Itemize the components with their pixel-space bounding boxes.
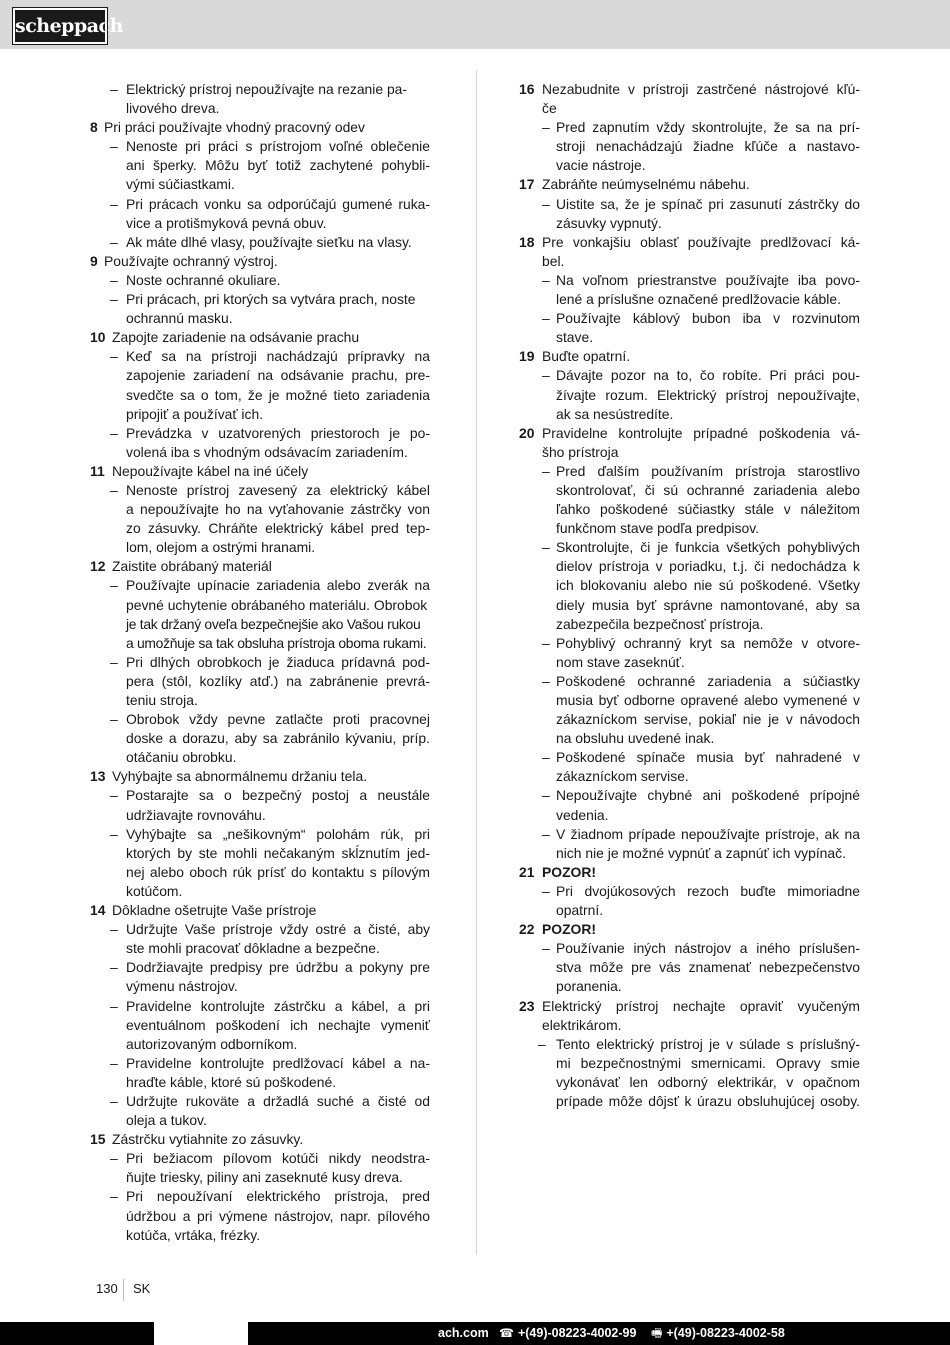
list-item-continuation: [519, 977, 860, 996]
dash-bullet: –: [110, 959, 118, 976]
dash-bullet: –: [542, 787, 550, 804]
section-number: 21: [519, 863, 535, 880]
line-text: Dodržiavajte predpisy pre údržbu a pokyny pre: [126, 959, 430, 976]
section-heading: [519, 80, 860, 99]
dash-bullet: –: [110, 1150, 118, 1167]
dash-bullet: –: [110, 1054, 118, 1071]
dash-bullet: –: [110, 577, 118, 594]
list-item-continuation: [519, 901, 860, 920]
line-text: lené a príslušne označené predlžovacie káble.: [556, 291, 841, 308]
line-text: poranenia.: [556, 978, 622, 995]
footer-separator: [123, 1279, 124, 1301]
list-item: [519, 748, 860, 767]
website-text: ach.com: [438, 1326, 489, 1340]
section-number: 9: [90, 252, 98, 269]
list-item-continuation: [90, 405, 430, 424]
list-item-continuation: [519, 844, 860, 863]
list-item: [90, 137, 430, 156]
list-item: [519, 672, 860, 691]
line-text: ochrannú masku.: [126, 310, 233, 327]
phone-contact: [499, 1322, 636, 1345]
line-text: volená iba s vhodným odsávacím zariadením.: [126, 443, 408, 460]
line-text: musia byť odborne opravené alebo vymenené v: [556, 692, 860, 708]
line-text: Pohyblivý ochranný kryt sa nemôže v otvore-: [556, 634, 860, 651]
line-text: Používajte káblový bubon iba v rozvinutom: [556, 310, 860, 327]
line-text: zabezpečila bezpečnosť prístroja.: [556, 615, 764, 632]
section-heading: [90, 1130, 430, 1149]
list-item-continuation: [90, 863, 430, 882]
fax-number: +(49)-08223-4002-58: [666, 1326, 785, 1340]
line-text: Vyhýbajte sa abnormálnemu držaniu tela.: [112, 768, 368, 785]
line-text: zo zásuvky. Chráňte elektrický kábel pred tep-: [126, 520, 430, 537]
left-column: [90, 80, 430, 1245]
section-number: 13: [90, 768, 106, 785]
list-item-continuation: [90, 596, 430, 615]
heading-continuation: [519, 443, 860, 462]
section-number: 18: [519, 233, 535, 250]
line-text: Pri nepoužívaní elektrického prístroja, pred: [126, 1188, 430, 1205]
dash-bullet: –: [542, 367, 550, 384]
list-item: [90, 347, 430, 366]
dash-bullet: –: [110, 787, 118, 804]
section-heading: [519, 233, 860, 252]
footer-bar-contact: [248, 1322, 950, 1345]
line-text: Nepoužívajte chybné ani poškodené prípojné: [556, 787, 860, 804]
page-number: 130: [96, 1281, 118, 1296]
line-text: ste mohli pracovať dôkladne a bezpečne.: [126, 940, 380, 957]
dash-bullet: –: [542, 462, 550, 479]
list-item: [519, 939, 860, 958]
section-number: 10: [90, 329, 106, 346]
list-item-continuation: [519, 1054, 860, 1073]
list-item-continuation: [519, 214, 860, 233]
list-item-continuation: [519, 557, 860, 576]
list-item-continuation: [519, 615, 860, 634]
list-item: [90, 1187, 430, 1206]
list-item-continuation: [90, 844, 430, 863]
section-number: 12: [90, 558, 106, 575]
list-item-continuation: [519, 767, 860, 786]
line-text: Udržujte Vaše prístroje vždy ostré a čisté, aby: [126, 921, 430, 938]
line-text: Pri bežiacom pílovom kotúči nikdy neodstra-: [126, 1150, 430, 1167]
line-text: nom stave zaseknúť.: [556, 653, 685, 670]
line-text: Zabráňte neúmyselnému nábehu.: [542, 176, 750, 193]
line-text: Zástrčku vytiahnite zo zásuvky.: [112, 1131, 304, 1148]
list-item: [90, 997, 430, 1016]
list-item: [90, 271, 430, 290]
line-text: Pri prácach, pri ktorých sa vytvára prach, noste: [126, 291, 416, 308]
line-text: kotúčom.: [126, 882, 183, 899]
line-text: Používajte ochranný výstroj.: [104, 252, 278, 269]
list-item: [519, 271, 860, 290]
list-item-continuation: [90, 519, 430, 538]
list-item: [519, 195, 860, 214]
section-number: 11: [90, 462, 105, 479]
line-text: eventuálnom poškodení ich nechajte vymeniť: [126, 1016, 430, 1033]
list-item-continuation: [519, 481, 860, 500]
phone-number: +(49)-08223-4002-99: [517, 1326, 637, 1340]
dash-bullet: –: [542, 882, 550, 899]
fax-contact: [651, 1322, 785, 1345]
list-item-continuation: [519, 653, 860, 672]
list-item: [90, 710, 430, 729]
section-heading: [519, 347, 860, 366]
line-text: Uistite sa, že je spínač pri zasunutí zástrčky do: [556, 195, 860, 212]
line-text: svedčte sa o tom, že je možné tieto zariadenia: [126, 386, 430, 403]
list-item: [90, 1054, 430, 1073]
dash-bullet: –: [110, 825, 118, 842]
section-number: 16: [519, 81, 535, 97]
dash-bullet: –: [542, 271, 550, 288]
line-text: vedenia.: [556, 806, 609, 823]
line-text: funkčnom stave podľa predpisov.: [556, 520, 760, 537]
line-text: autorizovaným odborníkom.: [126, 1035, 298, 1052]
line-text: mi bezpečnostnými smernicami. Opravy smie: [556, 1054, 860, 1071]
line-text: je tak držaný oveľa bezpečnejšie ako Vašou rukou: [126, 615, 421, 632]
section-heading: [519, 424, 860, 443]
list-item-continuation: [519, 405, 860, 424]
dash-bullet: –: [110, 195, 118, 212]
line-text: dielov prístroja v poriadku, t.j. či nedochádza k: [556, 558, 860, 575]
dash-bullet: –: [110, 711, 118, 728]
dash-bullet: –: [542, 310, 550, 327]
fax-icon: 🖷: [651, 1326, 663, 1340]
section-number: 17: [519, 176, 535, 193]
line-text: stroji nenachádzajú žiadne kľúče a nastavo-: [556, 138, 860, 155]
phone-icon: ☎: [499, 1326, 514, 1340]
line-text: ňujte triesky, piliny ani zaseknuté kusy dreva.: [126, 1169, 403, 1186]
list-item: [519, 882, 860, 901]
list-item-continuation: [519, 958, 860, 977]
line-text: elektrikárom.: [542, 1016, 622, 1033]
list-item-continuation: [519, 710, 860, 729]
line-text: livového dreva.: [126, 100, 220, 117]
list-item-continuation: [519, 500, 860, 519]
line-text: skontrolovať, či sú ochranné zariadenia alebo: [556, 481, 860, 498]
list-item: [90, 1092, 430, 1111]
line-text: Prevádzka v uzatvorených priestoroch je po-: [126, 424, 430, 441]
list-item-continuation: [90, 386, 430, 405]
line-text: stva môže pre vás znamenať nebezpečenstvo: [556, 959, 860, 976]
list-item-continuation: [90, 156, 430, 175]
list-item-continuation: [90, 672, 430, 691]
list-item: [90, 920, 430, 939]
line-text: Zaistite obrábaný materiál: [112, 558, 272, 575]
list-item-continuation: [90, 729, 430, 748]
list-item-continuation: [90, 1226, 430, 1245]
line-text: zákazníckom servise.: [556, 768, 689, 785]
dash-bullet: –: [542, 940, 550, 957]
line-text: POZOR!: [542, 921, 597, 938]
list-item-continuation: [90, 977, 430, 996]
line-text: šho prístroja: [542, 443, 619, 460]
dash-bullet: –: [110, 1092, 118, 1109]
list-item-continuation: [90, 939, 430, 958]
list-item: [90, 195, 430, 214]
list-item: [519, 786, 860, 805]
dash-bullet: –: [110, 271, 118, 288]
list-item: [90, 653, 430, 672]
line-text: ich blokovaniu alebo nie sú poškodené. Všetky: [556, 577, 860, 594]
scheppach-logo: scheppach: [13, 8, 107, 44]
line-text: Dávajte pozor na to, čo robíte. Pri práci pou-: [556, 367, 860, 384]
language-code: SK: [133, 1281, 151, 1296]
list-item-continuation: [90, 443, 430, 462]
line-text: Pravidelne kontrolujte prípadné poškodenia vá-: [542, 424, 860, 441]
line-text: Keď sa na prístroji nachádzajú prípravky na: [126, 348, 430, 365]
list-item-continuation: [90, 500, 430, 519]
line-text: Elektrický prístroj nechajte opraviť vyučeným: [542, 997, 860, 1014]
list-item-continuation: [90, 1016, 430, 1035]
line-text: vými súčiastkami.: [126, 176, 235, 193]
section-heading: [90, 767, 430, 786]
section-number: 19: [519, 348, 535, 365]
list-item: [519, 118, 860, 137]
dash-bullet: –: [110, 653, 118, 670]
line-text: teniu stroja.: [126, 692, 198, 708]
line-text: otáčaniu obrobku.: [126, 749, 237, 766]
list-item: [90, 481, 430, 500]
line-text: opatrní.: [556, 902, 604, 919]
line-text: Ak máte dlhé vlasy, používajte sieťku na vlasy.: [126, 233, 412, 250]
footer-bar-left: [0, 1322, 154, 1345]
line-text: výmenu nástrojov.: [126, 978, 238, 995]
dash-bullet: –: [110, 424, 118, 441]
list-item: [519, 462, 860, 481]
line-text: žívajte rozum. Elektrický prístroj nepoužívajte,: [556, 386, 860, 403]
heading-continuation: [519, 1016, 860, 1035]
line-text: Nenoste pri práci s prístrojom voľné oblečenie: [126, 138, 430, 155]
line-text: Skontrolujte, či je funkcia všetkých pohyblivých: [556, 539, 860, 556]
line-text: zásuvky vypnutý.: [556, 214, 662, 231]
list-item-continuation: [90, 806, 430, 825]
list-item-continuation: [519, 806, 860, 825]
dash-bullet: –: [542, 119, 550, 136]
dash-bullet: –: [110, 291, 118, 308]
dash-bullet: –: [110, 997, 118, 1014]
list-item: [519, 825, 860, 844]
line-text: Poškodené spínače musia byť nahradené v: [556, 749, 860, 766]
list-item: [90, 233, 430, 252]
page-header: [0, 0, 950, 49]
line-text: Pred ďalším používaním prístroja starostlivo: [556, 462, 860, 479]
list-item: [519, 538, 860, 557]
line-text: ak sa nesústredíte.: [556, 405, 674, 422]
line-text: nej alebo oboch rúk prísť do kontaktu s pílovým: [126, 863, 430, 880]
list-item-continuation: [90, 1207, 430, 1226]
list-item-continuation: [519, 137, 860, 156]
line-text: Elektrický prístroj nepoužívajte na rezanie pa-: [126, 81, 408, 97]
list-item-continuation: [519, 691, 860, 710]
line-text: Postarajte sa o bezpečný postoj a neustále: [126, 787, 430, 804]
heading-continuation: [519, 99, 860, 118]
list-item-continuation: [90, 309, 430, 328]
column-divider: [476, 70, 477, 1255]
line-text: Nepoužívajte kábel na iné účely: [112, 462, 309, 479]
list-item: [90, 290, 430, 309]
list-item-continuation: [90, 1111, 430, 1130]
dash-bullet: –: [110, 81, 118, 97]
section-heading: [519, 920, 860, 939]
section-heading: [90, 901, 430, 920]
section-heading: [519, 175, 860, 194]
section-number: 14: [90, 902, 106, 919]
dash-bullet: –: [110, 233, 118, 250]
dash-bullet: –: [542, 195, 550, 212]
line-text: zapojenie zariadení na odsávanie prachu, pre-: [126, 367, 430, 384]
list-item-continuation: [90, 175, 430, 194]
line-text: Pri dvojúkosových rezoch buďte mimoriadne: [556, 882, 860, 899]
list-item: [519, 309, 860, 328]
section-number: 8: [90, 119, 98, 136]
line-text: Buďte opatrní.: [542, 348, 631, 365]
list-item: [90, 80, 430, 99]
list-item-continuation: [90, 882, 430, 901]
line-text: oleja a tukov.: [126, 1112, 207, 1129]
list-item-continuation: [519, 596, 860, 615]
list-item-continuation: [90, 615, 430, 634]
dash-bullet: –: [110, 138, 118, 155]
section-heading: [90, 252, 430, 271]
line-text: Vyhýbajte sa „nešikovným“ polohám rúk, pri: [126, 825, 430, 842]
section-heading: [90, 328, 430, 347]
line-text: Pravidelne kontrolujte predlžovací kábel a na-: [126, 1054, 430, 1071]
list-item-continuation: [519, 729, 860, 748]
section-number: 15: [90, 1131, 106, 1148]
line-text: vice a protišmyková pevná obuv.: [126, 214, 327, 231]
line-text: POZOR!: [542, 863, 597, 880]
section-heading: [90, 557, 430, 576]
line-text: Noste ochranné okuliare.: [126, 271, 281, 288]
line-text: prípade môže dôjsť k úrazu obsluhujúcej osoby.: [556, 1092, 860, 1109]
list-item: [519, 366, 860, 385]
line-text: ktorých by ste mohli nečakaným skĺznutím jed-: [126, 844, 430, 861]
list-item-continuation: [90, 99, 430, 118]
line-text: Pravidelne kontrolujte zástrčku a kábel, a pri: [126, 997, 430, 1014]
line-text: pevné uchytenie obrábaného materiálu. Obrobok: [126, 596, 428, 613]
line-text: hraďte káble, ktoré sú poškodené.: [126, 1073, 337, 1090]
section-number: 20: [519, 424, 535, 441]
list-item: [90, 1149, 430, 1168]
list-item-continuation: [519, 328, 860, 347]
section-heading: [90, 462, 430, 481]
list-item-continuation: [90, 538, 430, 557]
dash-bullet: –: [110, 921, 118, 938]
list-item-continuation: [519, 386, 860, 405]
line-text: lom, olejom a ostrými hranami.: [126, 539, 316, 556]
list-item: [90, 424, 430, 443]
line-text: ani šperky. Môžu byť totiž zachytené pohybli-: [126, 157, 430, 174]
line-text: na obsluhu uvedené inak.: [556, 730, 715, 747]
list-item-continuation: [519, 290, 860, 309]
line-text: bel.: [542, 252, 565, 269]
line-text: Nenoste prístroj zavesený za elektrický kábel: [126, 481, 430, 498]
list-item-continuation: [90, 1168, 430, 1187]
line-text: údržbou a pri výmene nástrojov, napr. pílového: [126, 1207, 430, 1224]
line-text: pripojiť a používať ich.: [126, 405, 264, 422]
line-text: a nepoužívajte ho na vyťahovanie zástrčky von: [126, 501, 430, 518]
dash-bullet: –: [542, 634, 550, 651]
section-number: 23: [519, 997, 535, 1014]
list-item-continuation: [519, 1092, 860, 1111]
line-text: Používanie iných nástrojov a iného príslušen-: [556, 940, 860, 957]
list-item-continuation: [90, 1073, 430, 1092]
dash-bullet: –: [110, 1188, 118, 1205]
line-text: udržiavajte rovnováhu.: [126, 806, 266, 823]
line-text: V žiadnom prípade nepoužívajte prístroje, ak na: [556, 825, 860, 842]
line-text: Obrobok vždy pevne zatlačte proti pracovnej: [126, 711, 430, 728]
list-item-continuation: [90, 1035, 430, 1054]
line-text: vykonávať len odborný elektrikár, v opačnom: [556, 1073, 860, 1090]
line-text: kotúča, vrtáka, frézky.: [126, 1226, 261, 1243]
line-text: vacie nástroje.: [556, 157, 646, 174]
list-item-continuation: [90, 691, 430, 710]
heading-continuation: [519, 252, 860, 271]
section-heading: [519, 863, 860, 882]
dash-bullet: –: [110, 348, 118, 365]
dash-bullet: –: [542, 672, 550, 689]
line-text: pera (stôl, kozlíky atď.) na zabránenie prevrá-: [126, 672, 430, 689]
list-item-continuation: [90, 366, 430, 385]
line-text: Pri prácach vonku sa odporúčajú gumené ruka-: [126, 195, 430, 212]
list-item-continuation: [90, 634, 430, 653]
list-item: [90, 958, 430, 977]
list-item: [90, 786, 430, 805]
list-item-continuation: [90, 214, 430, 233]
line-text: nich nie je možné vypnúť a zapnúť ich vypínač.: [556, 844, 846, 861]
section-heading: [519, 997, 860, 1016]
right-column: [519, 80, 860, 1111]
line-text: Poškodené ochranné zariadenia a súčiastky: [556, 672, 860, 689]
line-text: Pre vonkajšiu oblasť používajte predlžovací ká-: [542, 233, 860, 250]
line-text: diely musia byť správne namontované, aby sa: [556, 596, 860, 613]
line-text: Zapojte zariadenie na odsávanie prachu: [112, 329, 360, 346]
line-text: Používajte upínacie zariadenia alebo zverák na: [126, 577, 430, 594]
list-item-continuation: [519, 576, 860, 595]
line-text: Dôkladne ošetrujte Vaše prístroje: [112, 902, 317, 919]
line-text: doske a dorazu, aby sa zabránilo kývaniu, príp.: [126, 730, 430, 747]
line-text: Nezabudnite v prístroji zastrčené nástrojové kľú-: [542, 81, 860, 97]
line-text: Pri dlhých obrobkoch je žiaduca prídavná pod-: [126, 653, 430, 670]
line-text: Na voľnom priestranstve používajte iba povo-: [556, 271, 860, 288]
line-text: Tento elektrický prístroj je v súlade s príslušný-: [556, 1035, 860, 1052]
dash-bullet: –: [542, 539, 550, 556]
dash-bullet: –: [110, 481, 118, 498]
list-item-continuation: [519, 519, 860, 538]
line-text: ľahko poškodené súčiastky stále v náležitom: [556, 501, 860, 518]
list-item: [90, 576, 430, 595]
line-text: stave.: [556, 329, 594, 346]
line-text: Pri práci používajte vhodný pracovný odev: [104, 119, 365, 136]
list-item-continuation: [519, 1073, 860, 1092]
dash-bullet: –: [538, 1035, 546, 1052]
section-heading: [90, 118, 430, 137]
line-text: a umožňuje sa tak obsluha prístroja oboma rukami.: [126, 634, 427, 651]
list-item-continuation: [90, 748, 430, 767]
line-text: zákazníckom servise, pokiaľ nie je v návodoch: [556, 711, 860, 728]
section-number: 22: [519, 921, 535, 938]
list-item: [90, 825, 430, 844]
list-item: [519, 634, 860, 653]
dash-bullet: –: [542, 825, 550, 842]
line-text: Udržujte rukoväte a držadlá suché a čisté od: [126, 1092, 430, 1109]
line-text: če: [542, 100, 557, 117]
line-text: Pred zapnutím vždy skontrolujte, že sa na prí-: [556, 119, 860, 136]
list-item-continuation: [519, 156, 860, 175]
list-item: [519, 1035, 860, 1054]
dash-bullet: –: [542, 749, 550, 766]
